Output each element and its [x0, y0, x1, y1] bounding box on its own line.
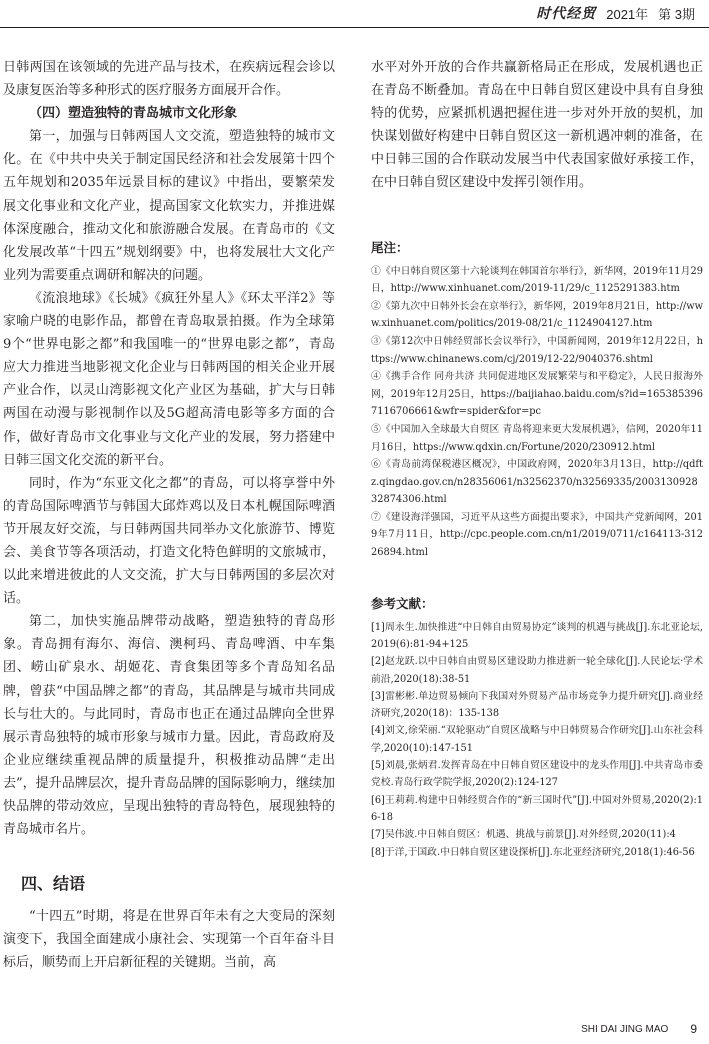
page-footer: [581, 1022, 697, 1036]
endnote: ①《中日韩自贸区第十六轮谈判在韩国首尔举行》，新华网，2019年11月29日，http://www.xinhuanet.com/2019-11/29/c_1125291383.htm: [371, 265, 703, 295]
magazine-name: 时代经贸: [536, 5, 597, 21]
endnote: ⑦《建设海洋强国，习近平从这些方面提出要求》，中国共产党新闻网，2019年7月11日，http://cpc.people.com.cn/n1/2019/0711/c164113-31226894.html: [371, 511, 703, 559]
section-heading: 四、结语: [21, 874, 86, 894]
right-column: [371, 56, 703, 861]
reference-item: [3]雷彬彬.单边贸易倾向下我国对外贸易产品市场竞争力提升研究[J].商业经济研究,2020(18)：135-138: [371, 690, 703, 720]
endnote: ⑤《中国加入全球最大自贸区 青岛将迎来更大发展机遇》，信网，2020年11月16日，https://www.qdxin.cn/Fortune/2020/230912.html: [371, 423, 703, 453]
reference-item: [2]赵龙跃.以中日韩自由贸易区建设助力推进新一轮全球化[J].人民论坛·学术前沿,2020(18):38-51: [371, 656, 703, 685]
endnote: ④《携手合作 同舟共济 共同促进地区发展繁荣与和平稳定》，人民日报海外网，2019年12月25日，https://baijiahao.baidu.com/s?id=1653853967116706661&wfr=spider&for=pc: [371, 371, 703, 418]
paragraph: 第二，加快实施品牌带动战略，塑造独特的青岛形象。青岛拥有海尔、海信、澳柯玛、青岛啤酒、中车集团、崂山矿泉水、胡姬花、青食集团等多个青岛知名品牌，曾获“中国品牌之都”的青岛，其品牌是与城市共同成长与壮大的。与此同时，青岛市也正在通过品牌向全世界展示青岛独特的城市形象与城市力量。因此，青岛政府及企业应继续重视品牌的质量提升，积极推动品牌“走出去”，提升品牌层次，提升青岛品牌的国际影响力，继续加快品牌的带动效应，呈现出独特的青岛特色，展现独特的青岛城市名片。: [3, 614, 335, 838]
paragraph: 第一，加强与日韩两国人文交流，塑造独特的城市文化。在《中共中央关于制定国民经济和社会发展第十四个五年规划和2035年远景目标的建议》中指出，要繁荣发展文化事业和文化产业，提高国家文化软实力，并推进媒体深度融合，推动文化和旅游融合发展。在青岛市的《文化发展改革“十四五”规划纲要》中，也将发展壮大文化产业列为需要重点调研和解决的问题。: [3, 129, 335, 283]
page-number: 9: [690, 1022, 697, 1036]
paragraph: “十四五”时期，将是在世界百年未有之大变局的深刻演变下，我国全面建成小康社会、实现第一个百年奋斗目标后，顺势而上开启新征程的关键期。当前，高: [3, 909, 335, 971]
reference-item: [1]周永生.加快推进“中日韩自由贸易协定”谈判的机遇与挑战[J].东北亚论坛,2019(6):81-94+125: [371, 621, 703, 650]
endnotes-heading: 尾注：: [371, 239, 409, 255]
reference-item: [5]刘晨,张炳君.发挥青岛在中日韩自贸区建设中的龙头作用[J].中共青岛市委党校.青岛行政学院学报,2020(2):124-127: [371, 760, 703, 789]
endnote: ⑥《青岛前湾保税港区概况》，中国政府网，2020年3月13日，http://qdftz.qingdao.gov.cn/n28356061/n32562370/n32569335/200313092832874306.html: [371, 459, 703, 506]
paragraph: 日韩两国在该领域的先进产品与技术，在疾病远程会诊以及康复医治等多种形式的医疗服务方面展开合作。: [3, 60, 335, 99]
reference-item: [7]吴伟波.中日韩自贸区：机遇、挑战与前景[J].对外经贸,2020(11):4: [371, 829, 676, 841]
paragraph: 《流浪地球》《长城》《疯狂外星人》《环太平洋2》等家喻户晓的电影作品，都曾在青岛取景拍摄。作为全球第9个“世界电影之都”和我国唯一的“世界电影之都”，青岛应大力推进当地影视文化企业与日韩两国的相关企业开展产业合作，以灵山湾影视文化产业区为基础，扩大与日韩两国在动漫与影视制作以及5G超高清电影等多方面的合作，做好青岛市文化事业与文化产业的发展，努力搭建中日韩三国文化交流的新平台。: [3, 290, 335, 468]
left-column: [3, 56, 335, 974]
paragraph: 同时，作为“东亚文化之都”的青岛，可以将享誉中外的青岛国际啤酒节与韩国大邱炸鸡以及日本札幌国际啤酒节开展友好交流，与日韩两国共同举办文化旅游节、博览会、美食节等各项活动，打造文化特色鲜明的文旅城市，以此来增进彼此的人文交流，扩大与日韩两国的多层次对话。: [3, 475, 335, 607]
header-divider: [0, 27, 709, 28]
reference-item: [6]王莉莉.构建中日韩经贸合作的“新三国时代”[J].中国对外贸易,2020(2):16-18: [371, 794, 703, 823]
reference-item: [4]刘文,徐荣丽.“双轮驱动”自贸区战略与中日韩贸易合作研究[J].山东社会科学,2020(10):147-151: [371, 725, 703, 754]
references-heading: 参考文献：: [371, 595, 434, 611]
paragraph: 水平对外开放的合作共赢新格局正在形成，发展机遇也正在青岛不断叠加。青岛在中日韩自贸区建设中具有自身独特的优势，应紧抓机遇把握住进一步对外开放的契机，加快谋划做好构建中日韩自贸区这一新机遇冲刺的准备，在中日韩三国的合作联动发展当中代表国家做好承接工作，在中日韩自贸区建设中发挥引领作用。: [371, 60, 703, 191]
reference-item: [8]于洋,于国政.中日韩自贸区建设探析[J].东北亚经济研究,2018(1):46-56: [371, 846, 695, 858]
issue-year: 2021年: [606, 6, 649, 22]
subsection-heading: （四）塑造独特的青岛城市文化形象: [29, 106, 238, 122]
journal-pinyin: SHI DAI JING MAO: [581, 1023, 669, 1035]
endnote: ②《第九次中日韩外长会在京举行》，新华网，2019年8月21日，http://www.xinhuanet.com/politics/2019-08/21/c_1124904127.htm: [371, 300, 703, 330]
endnote: ③《第12次中日韩经贸部长会议举行》，中国新闻网，2019年12月22日，https://www.chinanews.com/cj/2019/12-22/9040376.shtml: [371, 335, 703, 365]
issue-number: 第 3期: [658, 6, 695, 22]
page-header: [536, 2, 695, 24]
